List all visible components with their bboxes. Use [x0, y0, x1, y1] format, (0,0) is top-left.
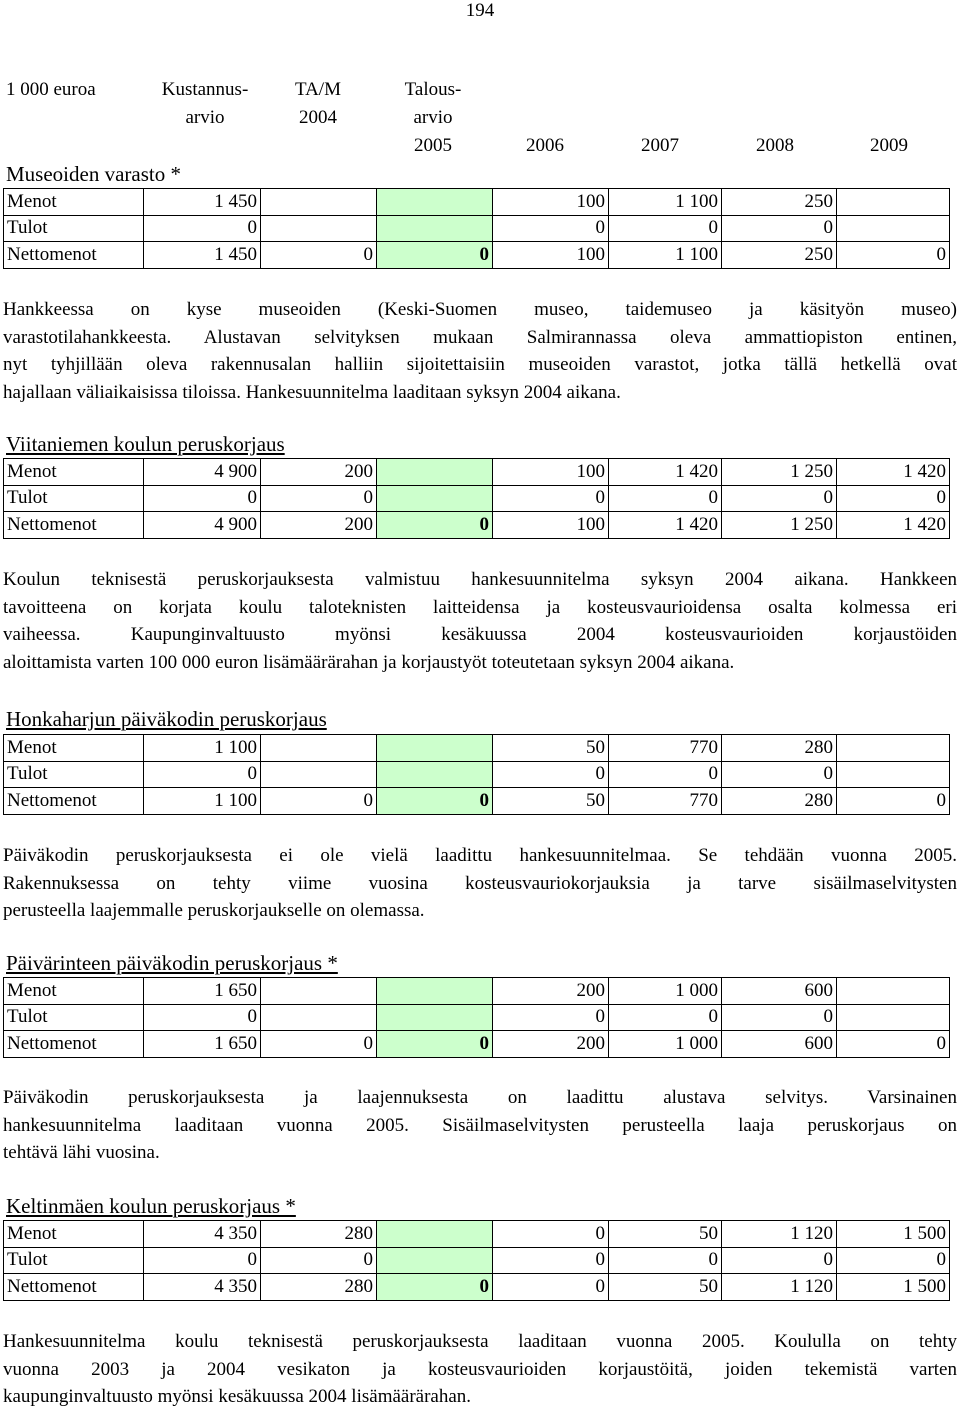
- table-row: [4, 215, 950, 242]
- table-row: [4, 1274, 950, 1301]
- cell-y2006: 100: [493, 189, 609, 216]
- unit-label: 1 000 euroa: [6, 79, 96, 100]
- cell-y2006: 200: [493, 978, 609, 1005]
- cell-cost: 4 900: [144, 459, 261, 486]
- cell-y2007: 1 000: [609, 978, 722, 1005]
- table-row: [4, 485, 950, 512]
- cell-b2005: [377, 978, 493, 1005]
- section-description: [3, 566, 957, 676]
- cell-cost: 1 100: [144, 735, 261, 762]
- cell-y2006: 0: [493, 1221, 609, 1248]
- row-label: Nettomenot: [4, 242, 144, 269]
- text-line: nyt tyhjillään oleva rakennusalan halliin sijoitettaisiin museoiden varastot, jotka tällä hetkellä ovat: [3, 354, 957, 375]
- table-row: [4, 788, 950, 815]
- cell-cost: 0: [144, 1247, 261, 1274]
- cell-y2007: 0: [609, 485, 722, 512]
- row-label: Menot: [4, 735, 144, 762]
- cell-b2005: [377, 1221, 493, 1248]
- cell-y2007: 1 420: [609, 512, 722, 539]
- cell-y2009: 0: [837, 788, 950, 815]
- row-label: Tulot: [4, 1004, 144, 1031]
- text-line: hankesuunnitelma laaditaan vuonna 2005. Sisäilmaselvitysten perusteella laaja peruskorjaus on: [3, 1114, 957, 1136]
- cell-y2009: [837, 735, 950, 762]
- cell-y2006: 0: [493, 761, 609, 788]
- cell-y2006: 200: [493, 1031, 609, 1058]
- cell-y2006: 100: [493, 459, 609, 486]
- table-row: [4, 512, 950, 539]
- section-description: [3, 296, 957, 406]
- page-number: 194: [465, 0, 495, 21]
- cell-ta: 200: [261, 512, 377, 539]
- row-label: Menot: [4, 189, 144, 216]
- cell-y2006: 0: [493, 485, 609, 512]
- cell-y2008: 600: [722, 1031, 837, 1058]
- cell-y2007: 50: [609, 1221, 722, 1248]
- cell-y2009: 0: [837, 1031, 950, 1058]
- section-description: [3, 1328, 957, 1411]
- cell-ta: [261, 1004, 377, 1031]
- section-description: [3, 842, 957, 925]
- text-line: Hankesuunnitelma koulu teknisestä peruskorjauksesta laaditaan vuonna 2005. Koululla on tehty: [3, 1331, 957, 1352]
- cell-y2009: 0: [837, 1247, 950, 1274]
- cell-y2009: 0: [837, 242, 950, 269]
- cell-ta: [261, 978, 377, 1005]
- cell-y2006: 0: [493, 1247, 609, 1274]
- ta-header: [268, 76, 368, 132]
- row-label: Tulot: [4, 215, 144, 242]
- cell-y2008: 1 250: [722, 459, 837, 486]
- text-line: Päiväkodin peruskorjauksesta ja laajennuksesta on laadittu alustava selvitys. Varsinainen: [3, 1087, 957, 1108]
- cell-y2008: 250: [722, 242, 837, 269]
- budget-table: [3, 977, 950, 1058]
- cell-cost: 1 450: [144, 189, 261, 216]
- cell-cost: 1 650: [144, 978, 261, 1005]
- cost-header-line1: Kustannus-: [161, 79, 249, 100]
- ta-header-line2: 2004: [299, 107, 337, 128]
- budget-header-line1: Talous-: [404, 79, 462, 100]
- row-label: Nettomenot: [4, 1274, 144, 1301]
- text-line: Koulun teknisestä peruskorjauksesta valmistuu hankesuunnitelma syksyn 2004 aikana. Hankkeen: [3, 569, 957, 590]
- budget-header-line2: arvio: [413, 107, 453, 128]
- cell-ta: 0: [261, 485, 377, 512]
- cell-y2009: [837, 761, 950, 788]
- cell-ta: [261, 735, 377, 762]
- year-2009-header: 2009: [870, 135, 908, 156]
- section-title: Keltinmäen koulun peruskorjaus *: [6, 1194, 296, 1218]
- cell-y2009: 1 420: [837, 512, 950, 539]
- cell-y2009: 1 500: [837, 1221, 950, 1248]
- cell-y2006: 0: [493, 1274, 609, 1301]
- cell-y2007: 1 420: [609, 459, 722, 486]
- ta-header-line1: TA/M: [295, 79, 341, 100]
- cell-y2008: 250: [722, 189, 837, 216]
- budget-header: [383, 76, 483, 160]
- row-label: Tulot: [4, 1247, 144, 1274]
- cell-y2006: 100: [493, 512, 609, 539]
- table-row: [4, 1004, 950, 1031]
- text-line: vuonna 2003 ja 2004 vesikaton ja kosteusvaurioiden korjaustöitä, joiden tekemistä varten: [3, 1358, 957, 1380]
- text-line: tehtävä lähi vuosina.: [3, 1142, 160, 1163]
- cell-y2007: 0: [609, 761, 722, 788]
- cell-b2005: 0: [377, 242, 493, 269]
- cell-y2008: 0: [722, 485, 837, 512]
- cell-b2005: [377, 735, 493, 762]
- cell-y2006: 0: [493, 215, 609, 242]
- text-line: perusteella laajemmalle peruskorjaukselle on olemassa.: [3, 900, 425, 921]
- row-label: Menot: [4, 978, 144, 1005]
- section-title: Honkaharjun päiväkodin peruskorjaus: [6, 707, 327, 731]
- cell-b2005: [377, 215, 493, 242]
- cell-y2009: [837, 189, 950, 216]
- cell-y2007: 770: [609, 788, 722, 815]
- cell-y2007: 1 100: [609, 189, 722, 216]
- cell-y2006: 50: [493, 788, 609, 815]
- table-row: [4, 1247, 950, 1274]
- cell-ta: 0: [261, 242, 377, 269]
- cell-y2007: 1 000: [609, 1031, 722, 1058]
- cell-b2005: 0: [377, 1274, 493, 1301]
- table-row: [4, 242, 950, 269]
- table-row: [4, 1031, 950, 1058]
- section-title: Museoiden varasto *: [6, 162, 181, 186]
- cell-cost: 4 900: [144, 512, 261, 539]
- cell-y2006: 50: [493, 735, 609, 762]
- text-line: hajallaan väliaikaisissa tiloissa. Hankesuunnitelma laaditaan syksyn 2004 aikana.: [3, 381, 621, 403]
- text-line: Hankkeessa on kyse museoiden (Keski-Suomen museo, taidemuseo ja käsityön museo): [3, 299, 957, 320]
- cell-y2009: [837, 215, 950, 242]
- cell-ta: 0: [261, 1031, 377, 1058]
- row-label: Nettomenot: [4, 788, 144, 815]
- cell-ta: 0: [261, 788, 377, 815]
- cell-y2006: 100: [493, 242, 609, 269]
- budget-table: [3, 1220, 950, 1301]
- table-row: [4, 978, 950, 1005]
- cell-y2009: [837, 1004, 950, 1031]
- budget-table: [3, 188, 950, 269]
- section-description: [3, 1084, 957, 1167]
- section-title: Viitaniemen koulun peruskorjaus: [6, 432, 285, 456]
- cell-y2006: 0: [493, 1004, 609, 1031]
- cost-estimate-header: [140, 76, 270, 132]
- cell-y2008: 1 250: [722, 512, 837, 539]
- row-label: Nettomenot: [4, 512, 144, 539]
- cell-ta: [261, 215, 377, 242]
- text-line: varastotilahankkeesta. Alustavan selvityksen mukaan Salmirannassa oleva ammattiopiston entinen,: [3, 326, 957, 348]
- cell-y2007: 1 100: [609, 242, 722, 269]
- text-line: Päiväkodin peruskorjauksesta ei ole vielä laadittu hankesuunnitelmaa. Se tehdään vuonna 2005.: [3, 845, 957, 866]
- cell-y2008: 280: [722, 788, 837, 815]
- cell-y2008: 0: [722, 761, 837, 788]
- cell-y2007: 0: [609, 215, 722, 242]
- cell-y2009: [837, 978, 950, 1005]
- text-line: Rakennuksessa on tehty viime vuosina kosteusvauriokorjauksia ja tarve sisäilmaselvitysten: [3, 872, 957, 894]
- cell-ta: 0: [261, 1247, 377, 1274]
- cell-y2007: 770: [609, 735, 722, 762]
- budget-header-line3: 2005: [414, 135, 452, 156]
- row-label: Nettomenot: [4, 1031, 144, 1058]
- cell-b2005: [377, 1247, 493, 1274]
- cost-header-line2: arvio: [185, 107, 225, 128]
- cell-y2007: 0: [609, 1247, 722, 1274]
- year-2008-header: 2008: [756, 135, 794, 156]
- cell-y2008: 280: [722, 735, 837, 762]
- cell-b2005: [377, 485, 493, 512]
- cell-ta: 280: [261, 1221, 377, 1248]
- cell-cost: 0: [144, 215, 261, 242]
- cell-y2008: 0: [722, 215, 837, 242]
- year-2007-header: 2007: [641, 135, 679, 156]
- table-row: [4, 459, 950, 486]
- cell-y2009: 1 500: [837, 1274, 950, 1301]
- cell-cost: 1 100: [144, 788, 261, 815]
- text-line: aloittamista varten 100 000 euron lisämäärärahan ja korjaustyöt toteutetaan syksyn 2004 aikana.: [3, 651, 735, 673]
- cell-cost: 1 450: [144, 242, 261, 269]
- cell-ta: 280: [261, 1274, 377, 1301]
- row-label: Tulot: [4, 761, 144, 788]
- text-line: vaiheessa. Kaupunginvaltuusto myönsi kesäkuussa 2004 kosteusvaurioiden korjaustöiden: [3, 624, 957, 645]
- cell-b2005: 0: [377, 788, 493, 815]
- row-label: Tulot: [4, 485, 144, 512]
- cell-b2005: 0: [377, 512, 493, 539]
- cell-cost: 1 650: [144, 1031, 261, 1058]
- budget-table: [3, 734, 950, 815]
- cell-y2008: 1 120: [722, 1221, 837, 1248]
- cell-y2009: 0: [837, 485, 950, 512]
- cell-ta: 200: [261, 459, 377, 486]
- cell-y2007: 0: [609, 1004, 722, 1031]
- text-line: kaupunginvaltuusto myönsi kesäkuussa 2004 lisämäärärahan.: [3, 1386, 472, 1407]
- cell-y2008: 0: [722, 1247, 837, 1274]
- cell-b2005: [377, 189, 493, 216]
- section-title: Päivärinteen päiväkodin peruskorjaus *: [6, 951, 338, 975]
- table-row: [4, 735, 950, 762]
- budget-table: [3, 458, 950, 539]
- cell-cost: 4 350: [144, 1274, 261, 1301]
- cell-b2005: [377, 1004, 493, 1031]
- cell-cost: 0: [144, 761, 261, 788]
- text-line: tavoitteena on korjata koulu taloteknisten laitteidensa ja kosteusvaurioidensa osalta kolmessa eri: [3, 596, 957, 618]
- cell-y2009: 1 420: [837, 459, 950, 486]
- cell-y2008: 600: [722, 978, 837, 1005]
- cell-ta: [261, 189, 377, 216]
- cell-b2005: [377, 459, 493, 486]
- cell-b2005: [377, 761, 493, 788]
- table-row: [4, 1221, 950, 1248]
- cell-b2005: 0: [377, 1031, 493, 1058]
- row-label: Menot: [4, 459, 144, 486]
- cell-cost: 0: [144, 485, 261, 512]
- cell-y2008: 0: [722, 1004, 837, 1031]
- year-2006-header: 2006: [526, 135, 564, 156]
- cell-y2008: 1 120: [722, 1274, 837, 1301]
- cell-y2007: 50: [609, 1274, 722, 1301]
- cell-cost: 0: [144, 1004, 261, 1031]
- table-row: [4, 189, 950, 216]
- cell-cost: 4 350: [144, 1221, 261, 1248]
- cell-ta: [261, 761, 377, 788]
- row-label: Menot: [4, 1221, 144, 1248]
- table-row: [4, 761, 950, 788]
